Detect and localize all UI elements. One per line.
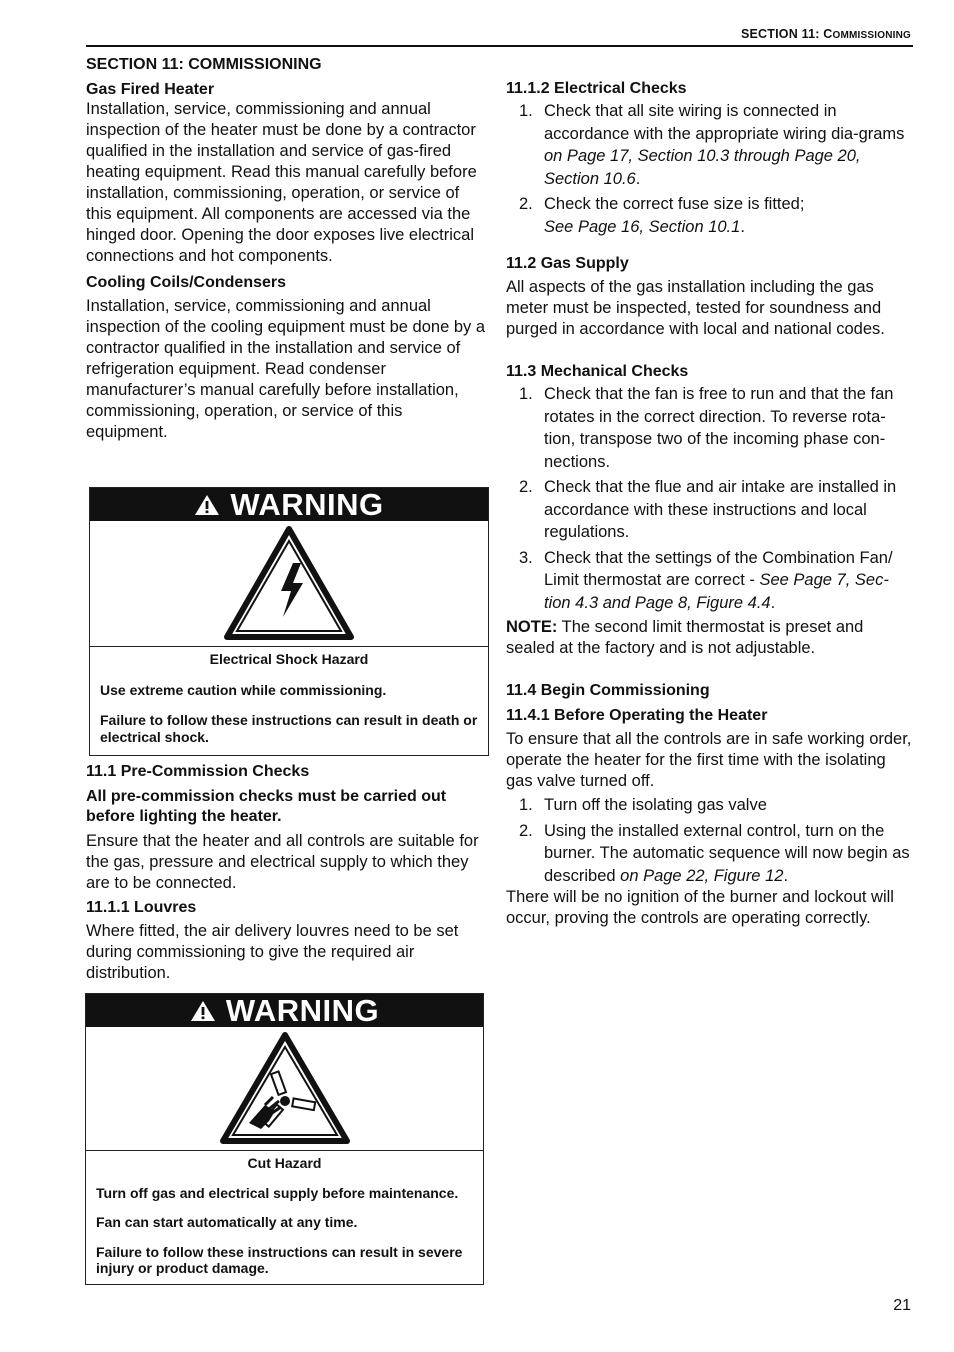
warning-title: WARNING (230, 486, 384, 522)
running-header-main: SECTION 11: C (740, 27, 833, 41)
electrical-shock-icon (223, 525, 355, 643)
section-title: SECTION 11: COMMISSIONING (86, 56, 322, 73)
pictogram-area (86, 1027, 483, 1151)
running-header (741, 27, 911, 41)
note-text: The second limit thermostat is preset and sealed at the factory and is not adjustable. (506, 618, 864, 657)
gas-supply-heading: 11.2 Gas Supply (506, 255, 629, 272)
precommission-bold: All pre-commission checks must be carried out before lighting the heater. (86, 788, 447, 825)
precommission-heading: 11.1 Pre-Commission Checks (86, 763, 310, 780)
pictogram-area (90, 521, 488, 647)
cooling-text: Installation, service, commissioning and annual inspection of the cooling equipment must be done by a contractor qualified in the installation and service of refrigeration equipment. Read condenser manufacturer’s manual carefully before installation, commissioning, operation, or service of this equipment. (86, 297, 486, 441)
warning-line: Turn off gas and electrical supply before maintenance. (96, 1184, 459, 1201)
hazard-name: Electrical Shock Hazard (209, 651, 369, 667)
warning-title: WARNING (225, 992, 380, 1028)
right-column (506, 79, 914, 929)
warning-body (86, 1151, 483, 1277)
closing-text: There will be no ignition of the burner and lockout will occur, proving the controls are operating correctly. (506, 888, 894, 927)
note-label: NOTE: (506, 618, 558, 636)
left-column (86, 55, 488, 443)
precommission-text: Ensure that the heater and all controls are suitable for the gas, pressure and electrical supply to which they are to be connected. (86, 832, 479, 892)
note (506, 617, 914, 659)
list-item: 2. Check that the flue and air intake are installed in accordance with these instructions and local regulations. (519, 478, 897, 541)
warning-line: Failure to follow these instructions can result in death or electrical shock. (100, 712, 478, 745)
gas-heater-text: Installation, service, commissioning and annual inspection of the heater must be done by a contractor qualified in the installation and service of gas-fired heating equipment. Read this manual carefully before installation, commissioning, operation, or service of this equipment. All components are accessed via the hinged door. Opening the door exposes live electrical connections and hot components. (86, 100, 477, 265)
warning-triangle-icon (190, 1000, 216, 1022)
list-item: 1. Turn off the isolating gas valve (519, 796, 767, 814)
mechanical-checks-heading: 11.3 Mechanical Checks (506, 363, 689, 380)
warning-triangle-icon (194, 494, 220, 516)
hazard-name: Cut Hazard (247, 1155, 322, 1171)
electrical-checks-list (506, 100, 914, 238)
begin-commissioning-heading: 11.4 Begin Commissioning (506, 682, 710, 699)
gas-heater-heading: Gas Fired Heater (86, 81, 215, 98)
left-lower-column (86, 762, 488, 984)
warning-box-electrical (89, 487, 489, 756)
warning-bar (86, 994, 483, 1027)
running-header-small: OMMISSIONING (832, 30, 911, 41)
before-operating-heading: 11.4.1 Before Operating the Heater (506, 707, 768, 724)
cooling-heading: Cooling Coils/Condensers (86, 274, 287, 291)
cut-hazard-icon (219, 1031, 351, 1147)
louvres-heading: 11.1.1 Louvres (86, 899, 197, 916)
before-operating-list (506, 794, 914, 887)
gas-supply-text: All aspects of the gas installation including the gas meter must be inspected, tested for soundness and purged in accordance with local and national codes. (506, 278, 885, 338)
header-rule (86, 45, 913, 47)
list-item: 3. Check that the settings of the Combination Fan/ Limit thermostat are correct - See Page 7, Sec-tion 4.3 and Page 8, Figure 4.4. (519, 548, 893, 612)
before-operating-text: To ensure that all the controls are in safe working order, operate the heater for the first time with the isolating gas valve turned off. (506, 730, 912, 790)
warning-line: Fan can start automatically at any time. (96, 1214, 358, 1230)
louvres-text: Where fitted, the air delivery louvres need to be set during commissioning to give the required air distribution. (86, 922, 459, 982)
warning-bar (90, 488, 488, 521)
warning-body (90, 647, 488, 745)
warning-line: Use extreme caution while commissioning. (100, 681, 387, 698)
warning-line: Failure to follow these instructions can result in severe injury or product damage. (96, 1243, 463, 1276)
mechanical-checks-list (506, 383, 914, 614)
warning-box-cut (85, 993, 484, 1285)
list-item: 2. Using the installed external control, turn on the burner. The automatic sequence will now begin as described on Page 22, Figure 12. (519, 821, 910, 885)
list-item: 1. Check that the fan is free to run and that the fan rotates in the correct direction. To reverse rota-tion, transpose two of the incoming phase con-nections. (519, 385, 894, 471)
electrical-checks-heading: 11.1.2 Electrical Checks (506, 80, 687, 97)
page-number: 21 (893, 1297, 911, 1314)
list-item: 1. Check that all site wiring is connected in accordance with the appropriate wiring dia-grams on Page 17, Section 10.3 through Page 20, Section 10.6. (519, 102, 905, 188)
list-item: 2. Check the correct fuse size is fitted; See Page 16, Section 10.1. (519, 195, 805, 236)
